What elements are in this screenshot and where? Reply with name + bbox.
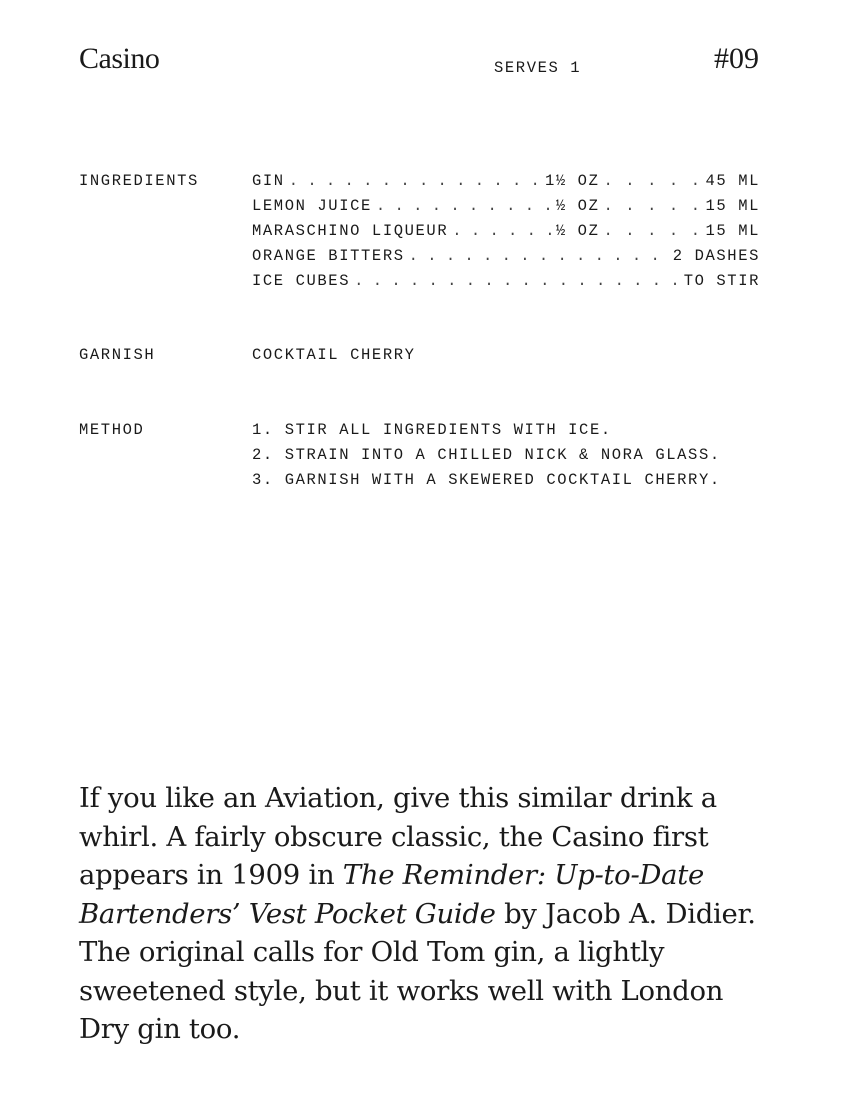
method-step: 3. GARNISH WITH A SKEWERED COCKTAIL CHERRY. <box>252 471 721 489</box>
recipe-number: #09 <box>714 42 759 75</box>
leader-dots <box>452 222 552 240</box>
ingredient-name: ICE CUBES <box>252 272 351 290</box>
book-title: The Reminder: Up-to-Date Bartenders’ Vest Pocket Guide <box>79 859 705 930</box>
ingredients-list <box>252 172 760 297</box>
ingredient-ml: 2 DASHES <box>672 247 760 265</box>
ingredient-name: MARASCHINO LIQUEUR <box>252 222 449 240</box>
ingredient-name: ORANGE BITTERS <box>252 247 405 265</box>
recipe-title: Casino <box>79 42 160 75</box>
ingredient-row <box>252 272 760 297</box>
method-label: METHOD <box>79 421 145 439</box>
ingredient-oz: ½ OZ <box>555 222 600 240</box>
ingredient-row <box>252 172 760 197</box>
ingredient-name: LEMON JUICE <box>252 197 372 215</box>
ingredient-ml: 45 ML <box>705 172 760 190</box>
ingredient-row <box>252 197 760 222</box>
ingredient-row <box>252 222 760 247</box>
method-step: 2. STRAIN INTO A CHILLED NICK & NORA GLASS. <box>252 446 721 464</box>
ingredient-ml: TO STIR <box>683 272 760 290</box>
leader-dots <box>289 172 541 190</box>
leader-dots <box>603 222 703 240</box>
garnish-value: COCKTAIL CHERRY <box>252 346 416 364</box>
leader-dots <box>409 247 669 265</box>
leader-dots <box>603 197 703 215</box>
ingredient-row <box>252 247 760 272</box>
serves-count: SERVES 1 <box>494 59 582 77</box>
ingredient-ml: 15 ML <box>705 222 760 240</box>
garnish-label: GARNISH <box>79 346 156 364</box>
ingredients-label: INGREDIENTS <box>79 172 199 190</box>
recipe-description <box>79 779 779 1049</box>
method-step: 1. STIR ALL INGREDIENTS WITH ICE. <box>252 421 612 439</box>
leader-dots <box>354 272 680 290</box>
leader-dots <box>603 172 703 190</box>
description-text: If you like an Aviation, give this similar drink a whirl. A fairly obscure classic, the Casino first appears in 1909 in <box>79 782 717 891</box>
description-text: by Jacob A. Didier. The original calls for Old Tom gin, a lightly sweetened style, but it works well with London Dry gin too. <box>79 897 756 1045</box>
ingredient-oz: 1½ OZ <box>544 172 600 190</box>
leader-dots <box>376 197 552 215</box>
method-steps <box>252 421 772 496</box>
ingredient-oz: ½ OZ <box>555 197 600 215</box>
ingredient-name: GIN <box>252 172 285 190</box>
ingredient-ml: 15 ML <box>705 197 760 215</box>
